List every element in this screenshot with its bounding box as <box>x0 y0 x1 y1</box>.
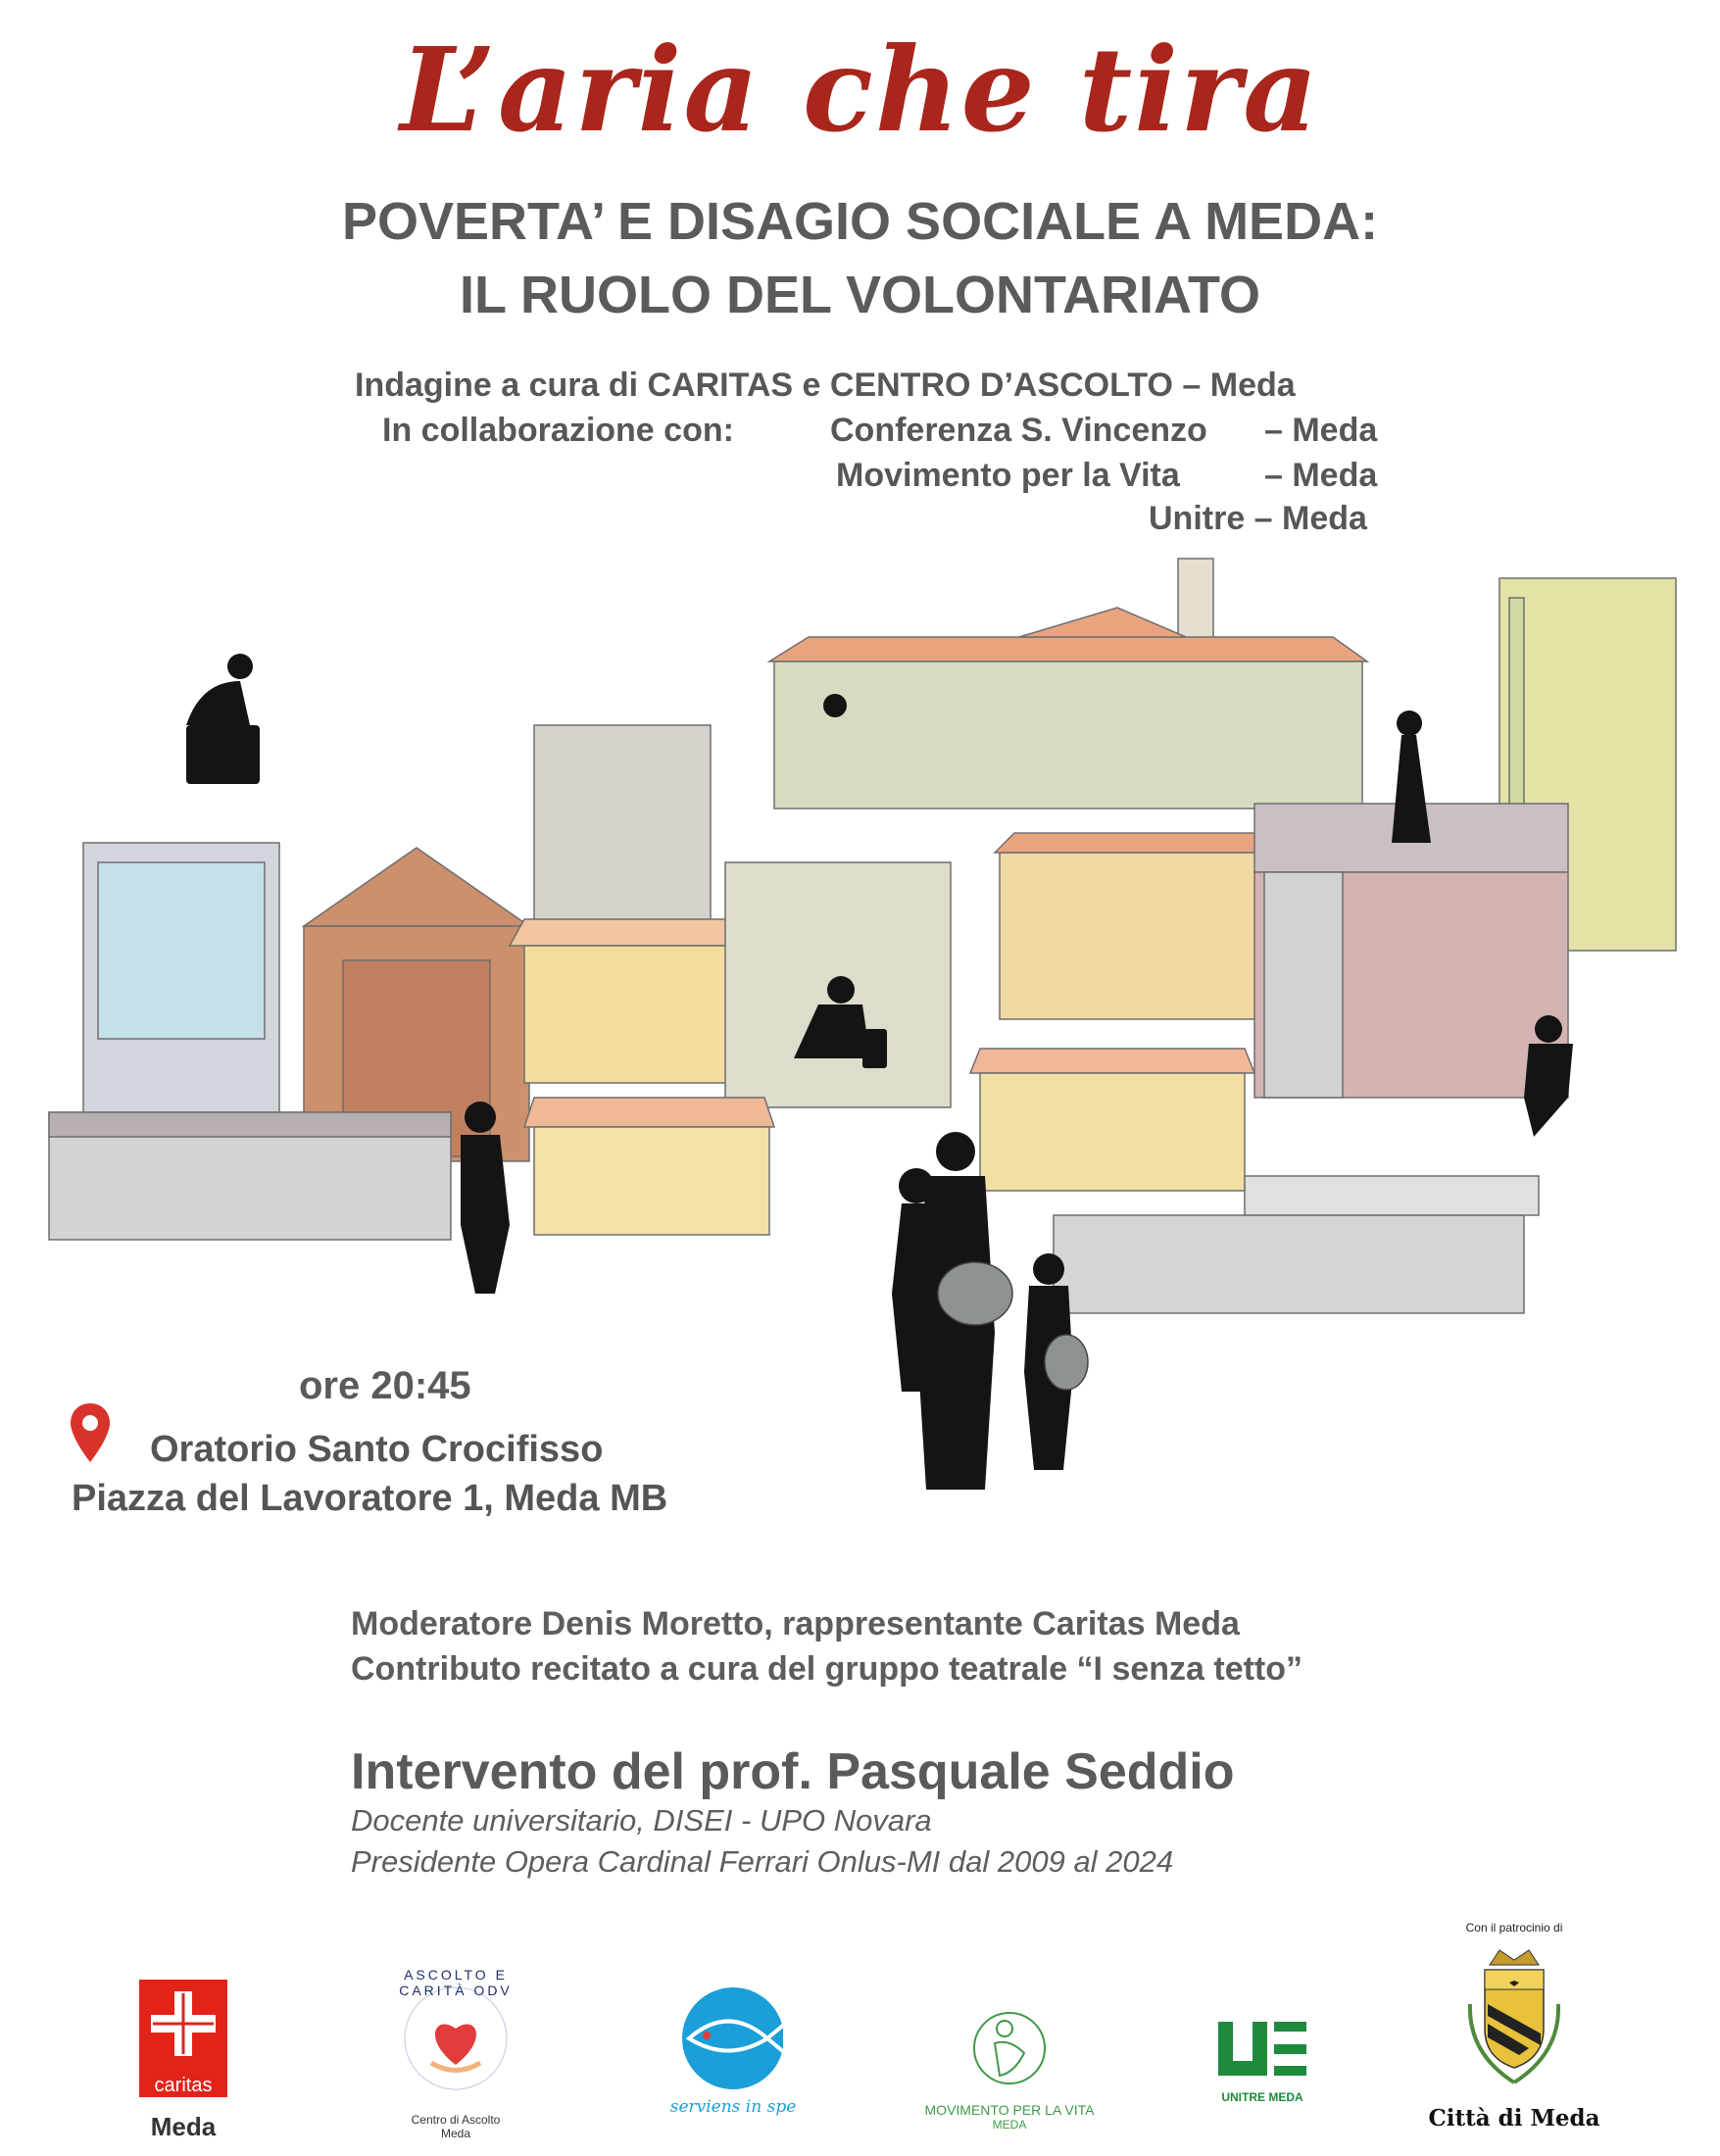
ascolto-ring-text: ASCOLTO E CARITÀ ODV <box>399 1967 513 1998</box>
collaboration-label: In collaborazione con: <box>382 412 734 449</box>
unitre-logo <box>1213 2017 1311 2104</box>
serviens-logo <box>669 1984 797 2117</box>
mpv-caption-2: MEDA <box>992 2118 1027 2132</box>
speaker-line: Intervento del prof. Pasquale Seddio <box>351 1743 1235 1800</box>
survey-credit: Indagine a cura di CARITAS e CENTRO D’ASCOLTO – Meda <box>355 367 1296 404</box>
caritas-caption: Meda <box>150 2112 217 2141</box>
patronage-label: Con il patrocinio di <box>1465 1921 1563 1935</box>
mother-child-icon <box>911 1999 1107 2097</box>
speaker-role-1: Docente universitario, DISEI - UPO Novara <box>351 1803 932 1838</box>
partner-place-2: – Meda <box>1264 457 1378 494</box>
ascolto-caption-2: Meda <box>440 2127 471 2140</box>
venue-address: Piazza del Lavoratore 1, Meda MB <box>72 1478 668 1519</box>
mpv-caption-1: MOVIMENTO PER LA VITA <box>924 2102 1095 2118</box>
fish-icon <box>669 1984 797 2092</box>
cityscape-illustration <box>39 549 1720 1490</box>
location-pin-icon <box>69 1401 112 1464</box>
subtitle-line-1: POVERTA’ E DISAGIO SOCIALE A MEDA: <box>341 192 1379 251</box>
caritas-word: caritas <box>154 2075 213 2096</box>
subtitle-line-2: IL RUOLO DEL VOLONTARIATO <box>459 266 1260 324</box>
city-caption: Città di Meda <box>1428 2105 1600 2132</box>
caritas-cross-icon <box>139 1980 227 2068</box>
partner-name-2: Movimento per la Vita <box>836 457 1180 494</box>
partner-name-3: Unitre – Meda <box>1149 500 1367 537</box>
serviens-motto: serviens in spe <box>669 2097 797 2117</box>
heart-icon <box>435 2024 476 2065</box>
contribution-line: Contributo recitato a cura del gruppo teatrale “I senza tetto” <box>351 1650 1303 1688</box>
caritas-logo <box>139 1980 227 2097</box>
venue-name: Oratorio Santo Crocifisso <box>150 1429 604 1470</box>
partner-name-1: Conferenza S. Vincenzo <box>830 412 1207 449</box>
ascolto-caption-1: Centro di Ascolto <box>411 2113 501 2127</box>
event-time: ore 20:45 <box>299 1364 471 1407</box>
speaker-role-2: Presidente Opera Cardinal Ferrari Onlus-MI dal 2009 al 2024 <box>351 1844 1174 1879</box>
moderator-line: Moderatore Denis Moretto, rappresentante Caritas Meda <box>351 1605 1240 1642</box>
ascolto-logo <box>382 1967 529 2140</box>
city-coat-of-arms-icon <box>1460 1945 1568 2092</box>
unitre-mark-icon <box>1213 2017 1311 2085</box>
event-title: L’aria che tira <box>400 22 1320 158</box>
unitre-caption: UNITRE MEDA <box>1221 2090 1303 2104</box>
partner-place-1: – Meda <box>1264 412 1378 449</box>
mpv-logo <box>911 1999 1107 2132</box>
